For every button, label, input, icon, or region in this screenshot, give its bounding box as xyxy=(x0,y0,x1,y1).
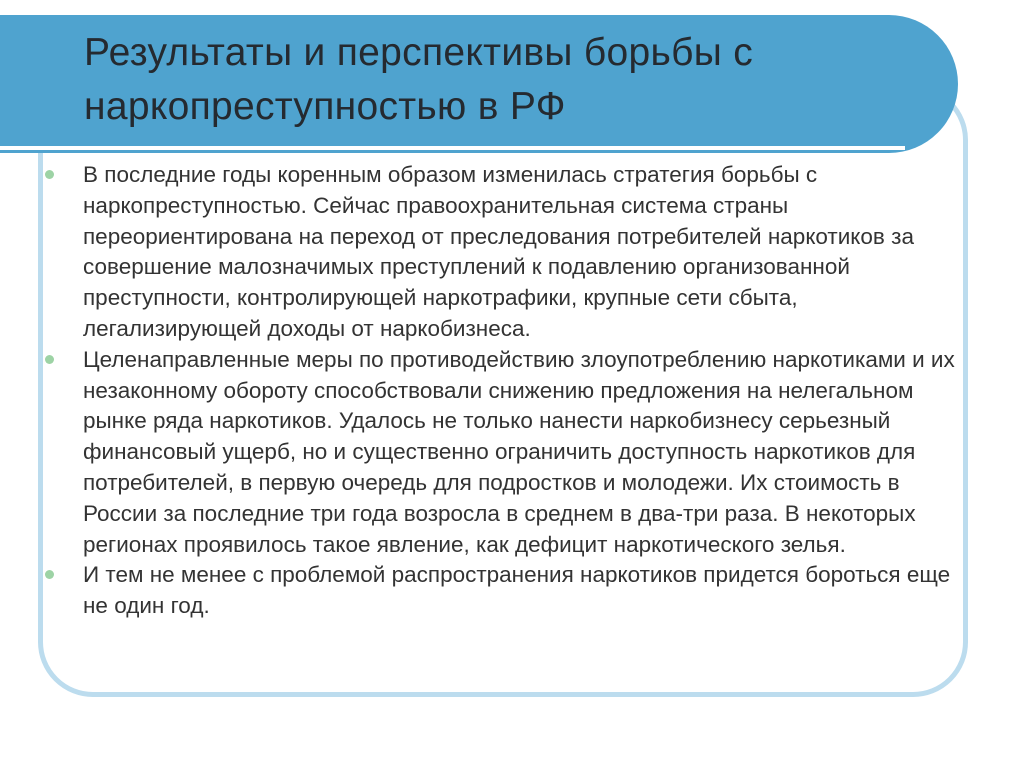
circle-bullet-icon xyxy=(45,355,54,364)
circle-bullet-icon xyxy=(45,170,54,179)
bullet-text: В последние годы коренным образом изменилась стратегия борьбы с наркопреступностью. Сейчас правоохранительная система страны переориентирована на переход от преследования потребителей наркотиков за совершение малозначимых преступлений к подавлению организованной преступности, контролирующей наркотрафики, крупные сети сбыта, легализирующей доходы от наркобизнеса. xyxy=(83,162,914,341)
bullet-item xyxy=(40,160,975,345)
slide-title: Результаты и перспективы борьбы с наркопреступностью в РФ xyxy=(84,31,754,128)
circle-bullet-icon xyxy=(45,570,54,579)
bullet-list xyxy=(40,160,975,622)
bullet-item xyxy=(40,345,975,561)
title-underline xyxy=(0,146,905,150)
bullet-item xyxy=(40,560,975,622)
bullet-text: Целенаправленные меры по противодействию злоупотреблению наркотиками и их незаконному обороту способствовали снижению предложения на нелегальном рынке ряда наркотиков. Удалось не только нанести наркобизнесу серьезный финансовый ущерб, но и существенно ограничить доступность наркотиков для потребителей, в первую очередь для подростков и молодежи. Их стоимость в России за последние три года возросла в среднем в два-три раза. В некоторых регионах проявилось такое явление, как дефицит наркотического зелья. xyxy=(83,346,955,557)
bullet-text: И тем не менее с проблемой распространения наркотиков придется бороться еще не один год. xyxy=(83,562,951,619)
